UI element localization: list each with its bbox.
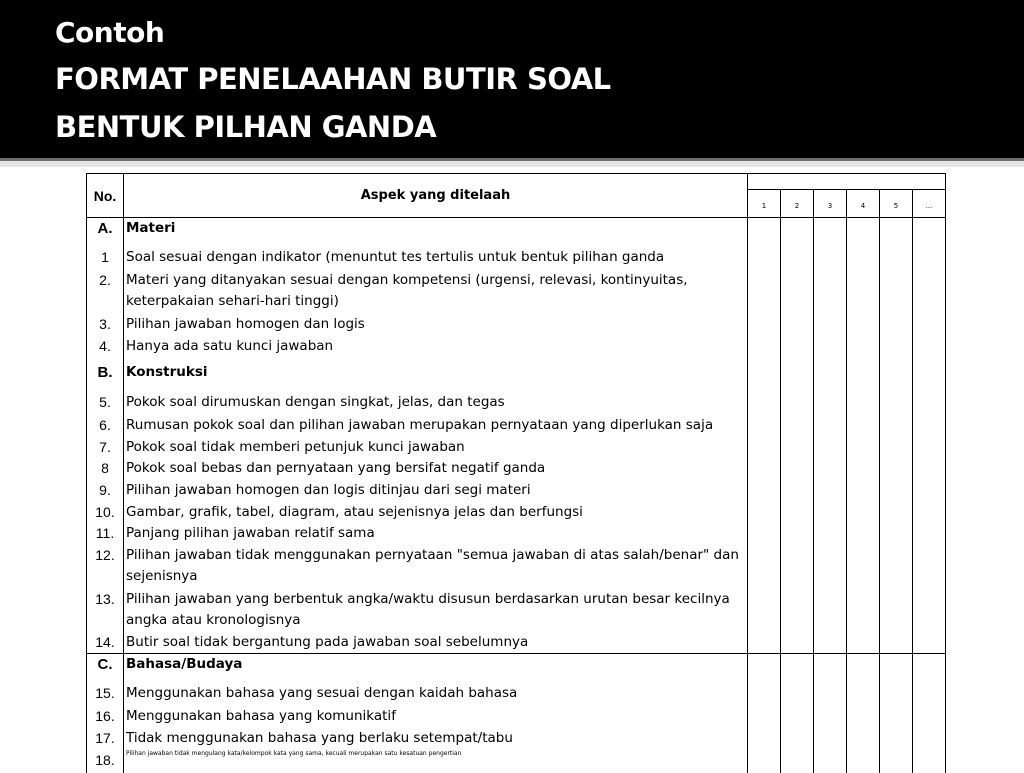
row-aspek: Gambar, grafik, tabel, diagram, atau sejenisnya jelas dan berfungsi [126,504,583,520]
row-no: 6. [99,417,111,433]
row-no: 2. [99,272,111,288]
score-col-more: ... [925,202,933,210]
score-divider-5 [912,189,913,773]
score-divider-3 [846,189,847,773]
table-top-border [86,173,946,174]
slide-title-format: FORMAT PENELAAHAN BUTIR SOAL [55,62,611,96]
aspek-column-divider [747,173,748,773]
score-col-1: 1 [761,202,767,210]
row-aspek: Pilihan jawaban homogen dan logis ditinjau dari segi materi [126,482,531,498]
score-divider-2 [813,189,814,773]
row-aspek: Bahasa/Budaya [126,656,243,672]
row-no: 4. [99,338,111,354]
header-divider [0,161,1024,167]
row-aspek: Menggunakan bahasa yang sesuai dengan kaidah bahasa [126,685,518,701]
row-no: 3. [99,316,111,332]
slide-header [0,0,1024,161]
row-aspek: Panjang pilihan jawaban relatif sama [126,525,375,541]
score-col-5: 5 [893,202,899,210]
row-aspek: Pokok soal bebas dan pernyataan yang bersifat negatif ganda [126,460,546,476]
row-no: 16. [95,708,115,724]
row-aspek: Pokok soal dirumuskan dengan singkat, jelas, dan tegas [126,394,505,410]
row-no: 14. [95,634,115,650]
row-aspek: Materi yang ditanyakan sesuai dengan kompetensi (urgensi, relevasi, kontinyuitas, keterpakaian sehari-hari tinggi) [126,272,688,309]
score-divider-4 [879,189,880,773]
score-divider-1 [780,189,781,773]
row-aspek: Rumusan pokok soal dan pilihan jawaban merupakan pernyataan yang diperlukan saja [126,417,714,433]
slide-title-contoh: Contoh [55,16,165,49]
row-aspek: Konstruksi [126,364,208,380]
row-aspek: Pilihan jawaban yang berbentuk angka/waktu disusun berdasarkan urutan besar kecilnya angka atau kronologisnya [126,591,730,628]
row-no: 8 [101,460,109,476]
score-col-2: 2 [794,202,800,210]
row-no: C. [97,656,113,673]
row-no: 9. [99,482,111,498]
table-right-border [945,173,946,773]
row-aspek: Menggunakan bahasa yang komunikatif [126,708,396,724]
row-no: 11. [95,525,115,541]
row-no: 12. [95,547,115,563]
row-no: 10. [95,504,115,520]
row-no: 18. [95,752,115,768]
row-aspek: Soal sesuai dengan indikator (menuntut tes tertulis untuk bentuk pilihan ganda [126,249,665,265]
row-no: 5. [99,394,111,410]
row-aspek: Tidak menggunakan bahasa yang berlaku setempat/tabu [126,730,513,746]
row-aspek: Pokok soal tidak memberi petunjuk kunci jawaban [126,439,465,455]
row-no: A. [97,220,113,237]
row-aspek: Materi [126,220,176,236]
row-aspek: Pilihan jawaban tidak mengulang kata/kelompok kata yang sama, kecuali merupakan satu kesatuan pengertian [126,750,462,757]
row-no: 17. [95,730,115,746]
row-aspek: Butir soal tidak bergantung pada jawaban soal sebelumnya [126,634,529,650]
row-no: B. [97,364,113,381]
slide-title-bentuk: BENTUK PILHAN GANDA [55,110,437,144]
header-aspek: Aspek yang ditelaah [360,188,511,203]
row-aspek: Hanya ada satu kunci jawaban [126,338,334,354]
score-col-4: 4 [860,202,866,210]
score-col-3: 3 [827,202,833,210]
header-no: No. [93,188,117,204]
row-aspek: Pilihan jawaban homogen dan logis [126,316,365,332]
row-no: 15. [95,685,115,701]
row-no: 1 [101,249,109,265]
row-no: 7. [99,439,111,455]
row-no: 13. [95,591,115,607]
row-aspek: Pilihan jawaban tidak menggunakan pernyataan "semua jawaban di atas salah/benar" dan sejenisnya [126,547,739,584]
